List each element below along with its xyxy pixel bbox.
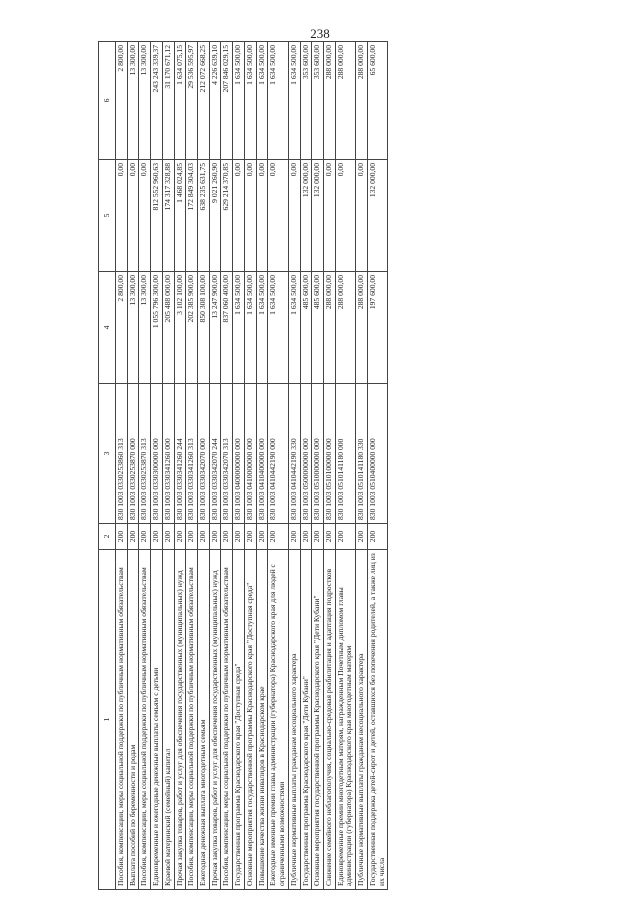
row-approved-cell: 13 300,00 bbox=[127, 272, 139, 384]
row-approved-cell: 1 634 500,00 bbox=[244, 272, 256, 384]
row-executed-cell: 9 021 260,90 bbox=[209, 160, 221, 272]
row-line-code-cell: 200 bbox=[367, 524, 387, 550]
row-line-code-cell: 200 bbox=[356, 524, 368, 550]
table-row bbox=[221, 42, 233, 890]
row-budget-code-cell: 830 1003 0330300000 000 bbox=[151, 384, 163, 524]
row-executed-cell: 132 000,00 bbox=[367, 160, 387, 272]
row-executed-cell: 0,00 bbox=[268, 160, 288, 272]
row-name-cell: Государственная программа Краснодарского края "Дети Кубани" bbox=[300, 550, 312, 890]
table-row bbox=[288, 42, 300, 890]
row-unexecuted-cell: 207 846 029,15 bbox=[221, 42, 233, 160]
row-budget-code-cell: 830 1003 0500000000 000 bbox=[300, 384, 312, 524]
row-executed-cell: 174 317 328,88 bbox=[162, 160, 174, 272]
row-line-code-cell: 200 bbox=[127, 524, 139, 550]
row-approved-cell: 1 634 500,00 bbox=[268, 272, 288, 384]
row-unexecuted-cell: 65 600,00 bbox=[367, 42, 387, 160]
table-row bbox=[244, 42, 256, 890]
row-unexecuted-cell: 243 243 339,37 bbox=[151, 42, 163, 160]
row-executed-cell: 0,00 bbox=[356, 160, 368, 272]
row-line-code-cell: 200 bbox=[162, 524, 174, 550]
row-budget-code-cell: 830 1003 0510141180 330 bbox=[356, 384, 368, 524]
row-executed-cell: 0,00 bbox=[288, 160, 300, 272]
row-approved-cell: 850 308 100,00 bbox=[198, 272, 210, 384]
table-row bbox=[323, 42, 335, 890]
row-executed-cell: 812 552 960,63 bbox=[151, 160, 163, 272]
row-budget-code-cell: 830 1003 0510100000 000 bbox=[323, 384, 335, 524]
row-budget-code-cell: 830 1003 0410442190 330 bbox=[288, 384, 300, 524]
table-row bbox=[186, 42, 198, 890]
row-executed-cell: 0,00 bbox=[116, 160, 128, 272]
row-name-cell: Ежегодные именные премии главы администрации (губернатора) Краснодарского края для людей с ограниченными возможностями bbox=[268, 550, 288, 890]
row-unexecuted-cell: 13 300,00 bbox=[127, 42, 139, 160]
row-unexecuted-cell: 1 634 500,00 bbox=[256, 42, 268, 160]
row-approved-cell: 2 800,00 bbox=[116, 272, 128, 384]
table-row bbox=[367, 42, 387, 890]
table-row bbox=[151, 42, 163, 890]
table-row bbox=[174, 42, 186, 890]
row-unexecuted-cell: 353 600,00 bbox=[300, 42, 312, 160]
row-budget-code-cell: 830 1003 0330342070 244 bbox=[209, 384, 221, 524]
row-line-code-cell: 200 bbox=[233, 524, 245, 550]
row-name-cell: Пособия, компенсации, меры социальной поддержки по публичным нормативным обязательствам bbox=[139, 550, 151, 890]
table-row bbox=[356, 42, 368, 890]
row-approved-cell: 1 634 500,00 bbox=[288, 272, 300, 384]
row-approved-cell: 13 247 900,00 bbox=[209, 272, 221, 384]
table-row bbox=[335, 42, 355, 890]
row-name-cell: Основные мероприятия государственной программы Краснодарского края "Дети Кубани" bbox=[312, 550, 324, 890]
table-row bbox=[256, 42, 268, 890]
row-line-code-cell: 200 bbox=[335, 524, 355, 550]
row-unexecuted-cell: 212 072 668,25 bbox=[198, 42, 210, 160]
row-unexecuted-cell: 288 000,00 bbox=[356, 42, 368, 160]
row-budget-code-cell: 830 1003 0330253870 000 bbox=[127, 384, 139, 524]
row-line-code-cell: 200 bbox=[288, 524, 300, 550]
row-line-code-cell: 200 bbox=[198, 524, 210, 550]
row-name-cell: Пособия, компенсации, меры социальной поддержки по публичным нормативным обязательствам bbox=[221, 550, 233, 890]
table-row bbox=[268, 42, 288, 890]
row-budget-code-cell: 830 1003 0330341260 244 bbox=[174, 384, 186, 524]
row-budget-code-cell: 830 1003 0330342070 313 bbox=[221, 384, 233, 524]
row-unexecuted-cell: 1 634 500,00 bbox=[268, 42, 288, 160]
row-unexecuted-cell: 1 634 500,00 bbox=[233, 42, 245, 160]
row-unexecuted-cell: 4 226 639,10 bbox=[209, 42, 221, 160]
row-line-code-cell: 200 bbox=[268, 524, 288, 550]
table-row bbox=[139, 42, 151, 890]
row-name-cell: Пособия, компенсации, меры социальной поддержки по публичным нормативным обязательствам bbox=[116, 550, 128, 890]
row-name-cell: Основные мероприятия государственной программы Краснодарского края "Доступная среда" bbox=[244, 550, 256, 890]
row-executed-cell: 0,00 bbox=[139, 160, 151, 272]
table-row bbox=[312, 42, 324, 890]
table-row bbox=[198, 42, 210, 890]
table-body bbox=[116, 42, 388, 890]
row-budget-code-cell: 830 1003 0410000000 000 bbox=[244, 384, 256, 524]
row-line-code-cell: 200 bbox=[174, 524, 186, 550]
row-unexecuted-cell: 13 300,00 bbox=[139, 42, 151, 160]
row-budget-code-cell: 830 1003 0510400000 000 bbox=[367, 384, 387, 524]
row-budget-code-cell: 830 1003 0330341260 313 bbox=[186, 384, 198, 524]
row-approved-cell: 205 488 000,00 bbox=[162, 272, 174, 384]
row-executed-cell: 172 849 304,03 bbox=[186, 160, 198, 272]
row-name-cell: Прочая закупка товаров, работ и услуг для обеспечения государственных (муниципальных) нужд bbox=[174, 550, 186, 890]
row-approved-cell: 1 634 500,00 bbox=[233, 272, 245, 384]
row-approved-cell: 197 600,00 bbox=[367, 272, 387, 384]
row-executed-cell: 0,00 bbox=[256, 160, 268, 272]
row-unexecuted-cell: 31 170 671,12 bbox=[162, 42, 174, 160]
row-line-code-cell: 200 bbox=[116, 524, 128, 550]
row-budget-code-cell: 830 1003 0330253860 313 bbox=[116, 384, 128, 524]
row-executed-cell: 0,00 bbox=[233, 160, 245, 272]
row-name-cell: Пособия, компенсации, меры социальной поддержки по публичным нормативным обязательствам bbox=[186, 550, 198, 890]
header-cell: 4 bbox=[99, 272, 116, 384]
row-budget-code-cell: 830 1003 0330341260 000 bbox=[162, 384, 174, 524]
row-approved-cell: 1 055 796 300,00 bbox=[151, 272, 163, 384]
row-name-cell: Государственная поддержка детей-сирот и детей, оставшихся без попечения родителей, а также лиц из их числа bbox=[367, 550, 387, 890]
row-name-cell: Публичные нормативные выплаты гражданам несоциального характера bbox=[288, 550, 300, 890]
row-approved-cell: 202 385 900,00 bbox=[186, 272, 198, 384]
row-executed-cell: 132 000,00 bbox=[300, 160, 312, 272]
row-executed-cell: 0,00 bbox=[335, 160, 355, 272]
row-name-cell: Государственная программа Краснодарского края "Доступная среда" bbox=[233, 550, 245, 890]
row-line-code-cell: 200 bbox=[139, 524, 151, 550]
row-line-code-cell: 200 bbox=[244, 524, 256, 550]
row-executed-cell: 629 214 370,85 bbox=[221, 160, 233, 272]
header-cell: 5 bbox=[99, 160, 116, 272]
row-unexecuted-cell: 353 600,00 bbox=[312, 42, 324, 160]
row-budget-code-cell: 830 1003 0330253870 313 bbox=[139, 384, 151, 524]
table-row bbox=[300, 42, 312, 890]
row-approved-cell: 485 600,00 bbox=[312, 272, 324, 384]
row-approved-cell: 837 060 400,00 bbox=[221, 272, 233, 384]
row-unexecuted-cell: 1 634 500,00 bbox=[288, 42, 300, 160]
header-cell: 2 bbox=[99, 524, 116, 550]
row-unexecuted-cell: 288 000,00 bbox=[323, 42, 335, 160]
header-cell: 1 bbox=[99, 550, 116, 890]
row-line-code-cell: 200 bbox=[209, 524, 221, 550]
row-name-cell: Единовременные премии многодетным матерям, награжденным Почетным дипломом главы администрации (губернатора) Краснодарского края многодетным матерям bbox=[335, 550, 355, 890]
row-executed-cell: 0,00 bbox=[244, 160, 256, 272]
row-approved-cell: 288 000,00 bbox=[335, 272, 355, 384]
table-row bbox=[233, 42, 245, 890]
table-row bbox=[209, 42, 221, 890]
row-executed-cell: 0,00 bbox=[127, 160, 139, 272]
row-name-cell: Повышение качества жизни инвалидов в Краснодарском крае bbox=[256, 550, 268, 890]
row-budget-code-cell: 830 1003 0330342070 000 bbox=[198, 384, 210, 524]
row-line-code-cell: 200 bbox=[186, 524, 198, 550]
row-executed-cell: 0,00 bbox=[323, 160, 335, 272]
row-approved-cell: 288 000,00 bbox=[356, 272, 368, 384]
row-name-cell: Снижение семейного неблагополучия, социально-средовая реабилитация и адаптация подростков bbox=[323, 550, 335, 890]
row-budget-code-cell: 830 1003 0510141180 000 bbox=[335, 384, 355, 524]
row-line-code-cell: 200 bbox=[312, 524, 324, 550]
budget-table bbox=[98, 41, 388, 890]
table-row bbox=[127, 42, 139, 890]
row-approved-cell: 13 300,00 bbox=[139, 272, 151, 384]
row-line-code-cell: 200 bbox=[151, 524, 163, 550]
row-line-code-cell: 200 bbox=[256, 524, 268, 550]
row-budget-code-cell: 830 1003 0510000000 000 bbox=[312, 384, 324, 524]
row-unexecuted-cell: 288 000,00 bbox=[335, 42, 355, 160]
page-number: 238 bbox=[310, 26, 330, 41]
row-line-code-cell: 200 bbox=[221, 524, 233, 550]
rotated-table-frame bbox=[98, 42, 568, 890]
header-cell: 3 bbox=[99, 384, 116, 524]
row-name-cell: Выплата пособий по беременности и родам bbox=[127, 550, 139, 890]
row-line-code-cell: 200 bbox=[300, 524, 312, 550]
row-budget-code-cell: 830 1003 0410400000 000 bbox=[256, 384, 268, 524]
row-approved-cell: 485 600,00 bbox=[300, 272, 312, 384]
row-unexecuted-cell: 29 536 595,97 bbox=[186, 42, 198, 160]
row-approved-cell: 288 000,00 bbox=[323, 272, 335, 384]
header-cell: 6 bbox=[99, 42, 116, 160]
row-name-cell: Единовременные и ежегодные денежные выплаты семьям с детьми bbox=[151, 550, 163, 890]
row-approved-cell: 3 102 100,00 bbox=[174, 272, 186, 384]
header-row bbox=[99, 42, 116, 890]
row-executed-cell: 638 235 631,75 bbox=[198, 160, 210, 272]
table-row bbox=[162, 42, 174, 890]
row-unexecuted-cell: 2 800,00 bbox=[116, 42, 128, 160]
row-budget-code-cell: 830 1003 0410442190 000 bbox=[268, 384, 288, 524]
table-row bbox=[116, 42, 128, 890]
row-approved-cell: 1 634 500,00 bbox=[256, 272, 268, 384]
row-name-cell: Ежегодная денежная выплата многодетным семьям bbox=[198, 550, 210, 890]
row-executed-cell: 132 000,00 bbox=[312, 160, 324, 272]
row-name-cell: Прочая закупка товаров, работ и услуг для обеспечения государственных (муниципальных) нужд bbox=[209, 550, 221, 890]
row-executed-cell: 1 468 024,85 bbox=[174, 160, 186, 272]
row-unexecuted-cell: 1 634 075,15 bbox=[174, 42, 186, 160]
row-budget-code-cell: 830 1003 0400000000 000 bbox=[233, 384, 245, 524]
row-name-cell: Краевой материнский (семейный) капитал bbox=[162, 550, 174, 890]
row-line-code-cell: 200 bbox=[323, 524, 335, 550]
row-name-cell: Публичные нормативные выплаты гражданам несоциального характера bbox=[356, 550, 368, 890]
row-unexecuted-cell: 1 634 500,00 bbox=[244, 42, 256, 160]
